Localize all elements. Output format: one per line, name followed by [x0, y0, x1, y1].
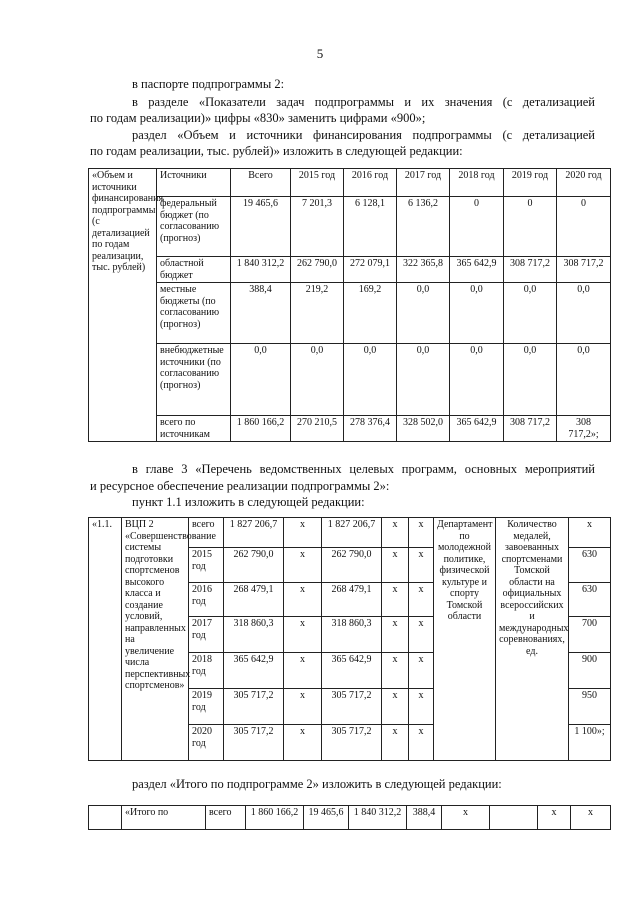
period: 2015 год: [189, 548, 224, 583]
table-cell: 0,0: [557, 283, 611, 344]
table-cell: 308 717,2: [504, 416, 557, 442]
table-cell: х: [409, 548, 434, 583]
header-2019: 2019 год: [504, 169, 557, 197]
table-cell: х: [382, 583, 409, 617]
table-row-source: всего по источникам: [157, 416, 231, 442]
table-cell: всего: [206, 806, 246, 830]
section-total-line: раздел «Итого по подпрограмме 2» изложить в следующей редакции:: [132, 777, 502, 791]
chapter3-line-2: пункт 1.1 изложить в следующей редакции:: [132, 495, 365, 509]
period: 2017 год: [189, 617, 224, 653]
header-2020: 2020 год: [557, 169, 611, 197]
table-cell: [89, 806, 122, 830]
table-cell: х: [409, 617, 434, 653]
indicator: Количество медалей, завоеванных спортсменами Томской области на официальных всероссийских и международных соревнованиях, ед.: [496, 518, 569, 761]
header-sources: Источники: [157, 169, 231, 197]
table-cell: 0,0: [344, 344, 397, 416]
program-number: «1.1.: [89, 518, 122, 761]
table-cell: 19 465,6: [304, 806, 349, 830]
table-cell: 365 642,9: [450, 416, 504, 442]
table-cell: 0,0: [450, 283, 504, 344]
indicator-value: 630: [569, 583, 611, 617]
table-cell: 0,0: [504, 283, 557, 344]
table-cell: х: [284, 653, 322, 689]
table-row-source: областной бюджет: [157, 257, 231, 283]
table-cell: 272 079,1: [344, 257, 397, 283]
indicator-value: 950: [569, 689, 611, 725]
table-cell: х: [284, 518, 322, 548]
header-2017: 2017 год: [397, 169, 450, 197]
table-cell: 308 717,2»;: [557, 416, 611, 442]
table-cell: 0,0: [291, 344, 344, 416]
table-cell: 262 790,0: [322, 548, 382, 583]
funding-table-title: «Объем и источники финансирования подпрограммы (с детализацией по годам реализации, тыс. рублей): [89, 169, 157, 442]
table-cell: х: [571, 806, 611, 830]
table-cell: х: [382, 653, 409, 689]
table-cell: х: [409, 518, 434, 548]
header-2018: 2018 год: [450, 169, 504, 197]
table-cell: 219,2: [291, 283, 344, 344]
table-cell: 388,4: [407, 806, 442, 830]
table-cell: 262 790,0: [224, 548, 284, 583]
table-cell: х: [442, 806, 490, 830]
table-cell: 7 201,3: [291, 197, 344, 257]
period: 2016 год: [189, 583, 224, 617]
table-cell: 1 840 312,2: [349, 806, 407, 830]
table-cell: 268 479,1: [322, 583, 382, 617]
intro-line-3b: по годам реализации, тыс. рублей)» изложить в следующей редакции:: [90, 144, 463, 158]
period: 2020 год: [189, 725, 224, 761]
executor: Департамент по молодежной политике, физической культуре и спорту Томской области: [434, 518, 496, 761]
table-cell: 169,2: [344, 283, 397, 344]
table-cell: 1 860 166,2: [231, 416, 291, 442]
table-cell: 0: [504, 197, 557, 257]
table-cell: 0,0: [231, 344, 291, 416]
table-cell: 270 210,5: [291, 416, 344, 442]
intro-line-3a: раздел «Объем и источники финансирования подпрограммы (с детализацией: [132, 128, 595, 142]
table-cell: х: [382, 725, 409, 761]
table-cell: 388,4: [231, 283, 291, 344]
table-cell: 0: [557, 197, 611, 257]
header-2015: 2015 год: [291, 169, 344, 197]
chapter3-line-1a: в главе 3 «Перечень ведомственных целевых программ, основных мероприятий: [132, 462, 595, 476]
table-cell: х: [409, 583, 434, 617]
table-row-source: местные бюджеты (по согласованию (прогноз): [157, 283, 231, 344]
table-cell: 308 717,2: [504, 257, 557, 283]
intro-line-2b: по годам реализации)» цифры «830» заменить цифрами «900»;: [90, 111, 426, 125]
table-cell: 305 717,2: [322, 689, 382, 725]
table-cell: 0,0: [504, 344, 557, 416]
table-cell: 318 860,3: [224, 617, 284, 653]
table-cell: 1 840 312,2: [231, 257, 291, 283]
program-name: ВЦП 2 «Совершенствование системы подготовки спортсменов высокого класса и создание условий, направленных на увеличение числа перспективных спортсменов»: [122, 518, 189, 761]
period: 2019 год: [189, 689, 224, 725]
table-cell: 305 717,2: [224, 689, 284, 725]
intro-line-2a: в разделе «Показатели задач подпрограммы и их значения (с детализацией: [132, 95, 595, 109]
table-row-source: внебюджетные источники (по согласованию (прогноз): [157, 344, 231, 416]
table-cell: х: [284, 548, 322, 583]
chapter3-line-1b: и ресурсное обеспечение реализации подпрограммы 2»:: [90, 479, 390, 493]
table-cell: 268 479,1: [224, 583, 284, 617]
table-cell: 328 502,0: [397, 416, 450, 442]
table-cell: х: [382, 617, 409, 653]
funding-table: [88, 168, 611, 442]
table-cell: 322 365,8: [397, 257, 450, 283]
indicator-value: 700: [569, 617, 611, 653]
header-total: Всего: [231, 169, 291, 197]
table-cell: 305 717,2: [322, 725, 382, 761]
indicator-value: 1 100»;: [569, 725, 611, 761]
table-cell: 1 827 206,7: [224, 518, 284, 548]
table-cell: 1 827 206,7: [322, 518, 382, 548]
table-cell: 262 790,0: [291, 257, 344, 283]
table-cell: [490, 806, 538, 830]
header-2016: 2016 год: [344, 169, 397, 197]
table-cell: 0,0: [397, 283, 450, 344]
table-cell: 278 376,4: [344, 416, 397, 442]
table-cell: х: [382, 689, 409, 725]
period: 2018 год: [189, 653, 224, 689]
table-cell: х: [284, 617, 322, 653]
table-cell: 0: [450, 197, 504, 257]
table-cell: 308 717,2: [557, 257, 611, 283]
table-cell: 0,0: [450, 344, 504, 416]
indicator-value: х: [569, 518, 611, 548]
table-cell: х: [284, 725, 322, 761]
table-cell: 318 860,3: [322, 617, 382, 653]
table-cell: 6 128,1: [344, 197, 397, 257]
indicator-value: 900: [569, 653, 611, 689]
table-cell: 365 642,9: [450, 257, 504, 283]
table-cell: 365 642,9: [224, 653, 284, 689]
period: всего: [189, 518, 224, 548]
table-cell: 365 642,9: [322, 653, 382, 689]
total-table: [88, 805, 611, 830]
table-cell: х: [538, 806, 571, 830]
table-cell: х: [284, 583, 322, 617]
table-cell: х: [409, 653, 434, 689]
table-cell: 19 465,6: [231, 197, 291, 257]
total-label: «Итого по: [122, 806, 206, 830]
table-cell: 305 717,2: [224, 725, 284, 761]
intro-line-1: в паспорте подпрограммы 2:: [132, 77, 285, 91]
table-cell: х: [382, 548, 409, 583]
table-cell: х: [409, 689, 434, 725]
table-cell: х: [284, 689, 322, 725]
program-table: [88, 517, 611, 761]
table-cell: х: [382, 518, 409, 548]
table-cell: 0,0: [397, 344, 450, 416]
table-row-source: федеральный бюджет (по согласованию (прогноз): [157, 197, 231, 257]
table-cell: 6 136,2: [397, 197, 450, 257]
page-number: 5: [316, 46, 324, 61]
indicator-value: 630: [569, 548, 611, 583]
table-cell: 1 860 166,2: [246, 806, 304, 830]
table-cell: х: [409, 725, 434, 761]
table-cell: 0,0: [557, 344, 611, 416]
